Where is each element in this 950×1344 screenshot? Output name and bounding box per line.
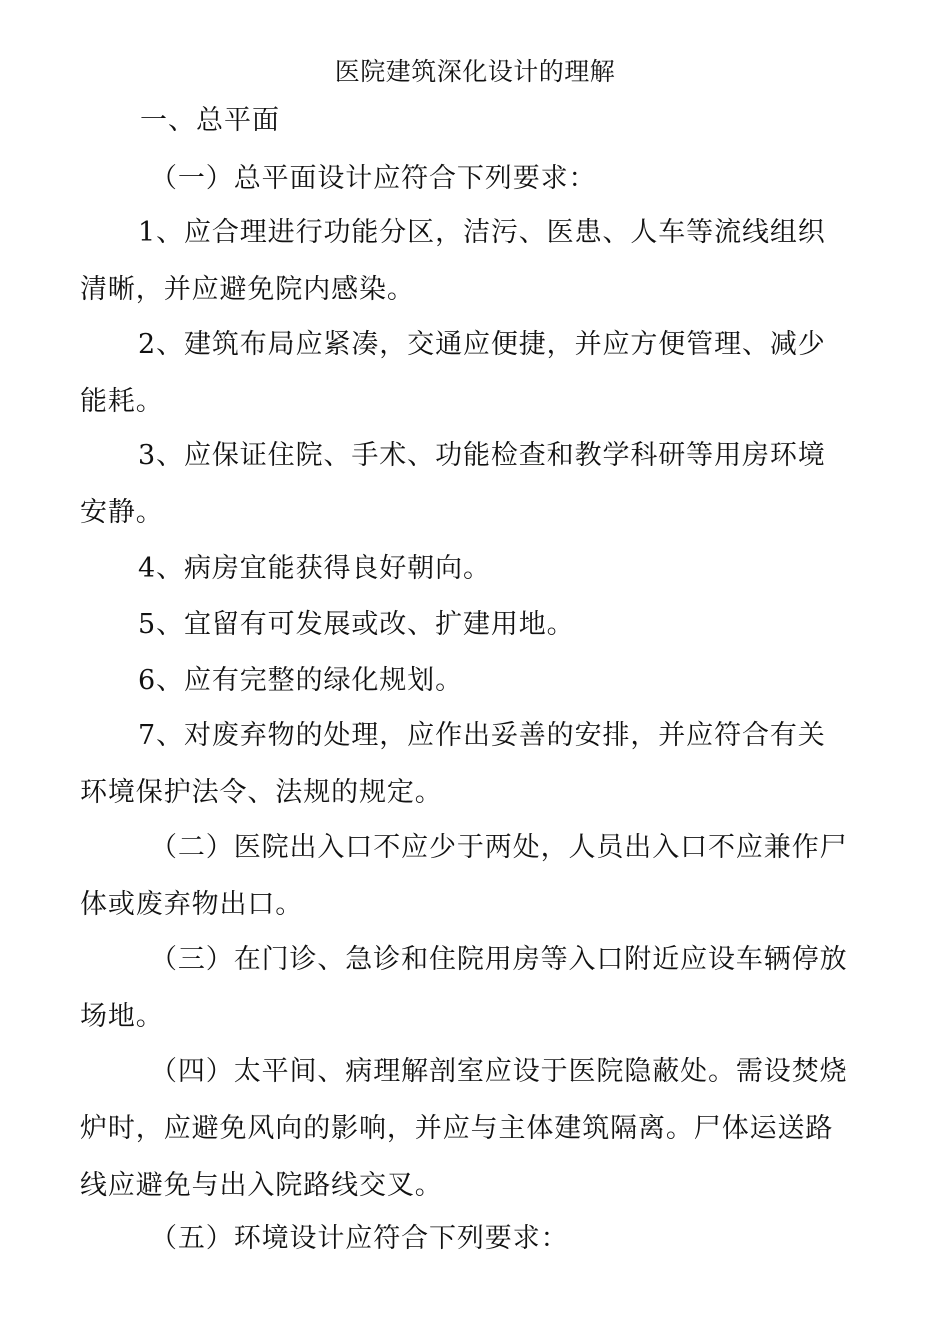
- paragraph-5: [80, 1210, 870, 1267]
- paragraph-4-line-3: 线应避免与出入院路线交叉。: [80, 1170, 443, 1201]
- paragraph-3: [80, 931, 870, 1045]
- paragraph-3-line-2: 场地。: [80, 1001, 164, 1032]
- paragraph-2-line-1: （二）医院出入口不应少于两处，人员出入口不应兼作尸: [150, 832, 848, 863]
- list-item-1-line-2: 清晰，并应避免院内感染。: [80, 274, 415, 305]
- list-item-1-line-1: 1、应合理进行功能分区，洁污、医患、人车等流线组织: [138, 217, 826, 248]
- list-item-5-text: 5、宜留有可发展或改、扩建用地。: [138, 609, 575, 640]
- list-item-1: [80, 204, 870, 318]
- document-title: 医院建筑深化设计的理解: [334, 57, 616, 86]
- list-item-5: [80, 596, 870, 653]
- list-item-2-line-1: 2、建筑布局应紧凑，交通应便捷，并应方便管理、减少: [138, 329, 826, 360]
- list-item-7: [80, 707, 870, 821]
- paragraph-2: [80, 819, 870, 933]
- paragraph-4-line-1: （四）太平间、病理解剖室应设于医院隐蔽处。需设焚烧: [150, 1056, 848, 1087]
- section-heading-general-plan: 一、总平面: [140, 105, 280, 136]
- list-item-2: [80, 316, 870, 430]
- list-item-4: [80, 540, 870, 597]
- list-item-2-line-2: 能耗。: [80, 386, 164, 417]
- paragraph-5-text: （五）环境设计应符合下列要求：: [150, 1223, 569, 1254]
- paragraph-1: [80, 150, 870, 207]
- paragraph-4: [80, 1043, 870, 1214]
- paragraph-4-line-2: 炉时，应避免风向的影响，并应与主体建筑隔离。尸体运送路: [80, 1113, 834, 1144]
- paragraph-2-line-2: 体或废弃物出口。: [80, 889, 304, 920]
- list-item-7-line-1: 7、对废弃物的处理，应作出妥善的安排，并应符合有关: [138, 720, 826, 751]
- list-item-3-line-1: 3、应保证住院、手术、功能检查和教学科研等用房环境: [138, 440, 826, 471]
- list-item-4-text: 4、病房宜能获得良好朝向。: [138, 553, 491, 584]
- paragraph-3-line-1: （三）在门诊、急诊和住院用房等入口附近应设车辆停放: [150, 944, 848, 975]
- list-item-3: [80, 427, 870, 541]
- list-item-7-line-2: 环境保护法令、法规的规定。: [80, 777, 443, 808]
- list-item-6: [80, 652, 870, 709]
- list-item-6-text: 6、应有完整的绿化规划。: [138, 665, 463, 696]
- paragraph-1-text: （一）总平面设计应符合下列要求：: [150, 163, 597, 194]
- list-item-3-line-2: 安静。: [80, 497, 164, 528]
